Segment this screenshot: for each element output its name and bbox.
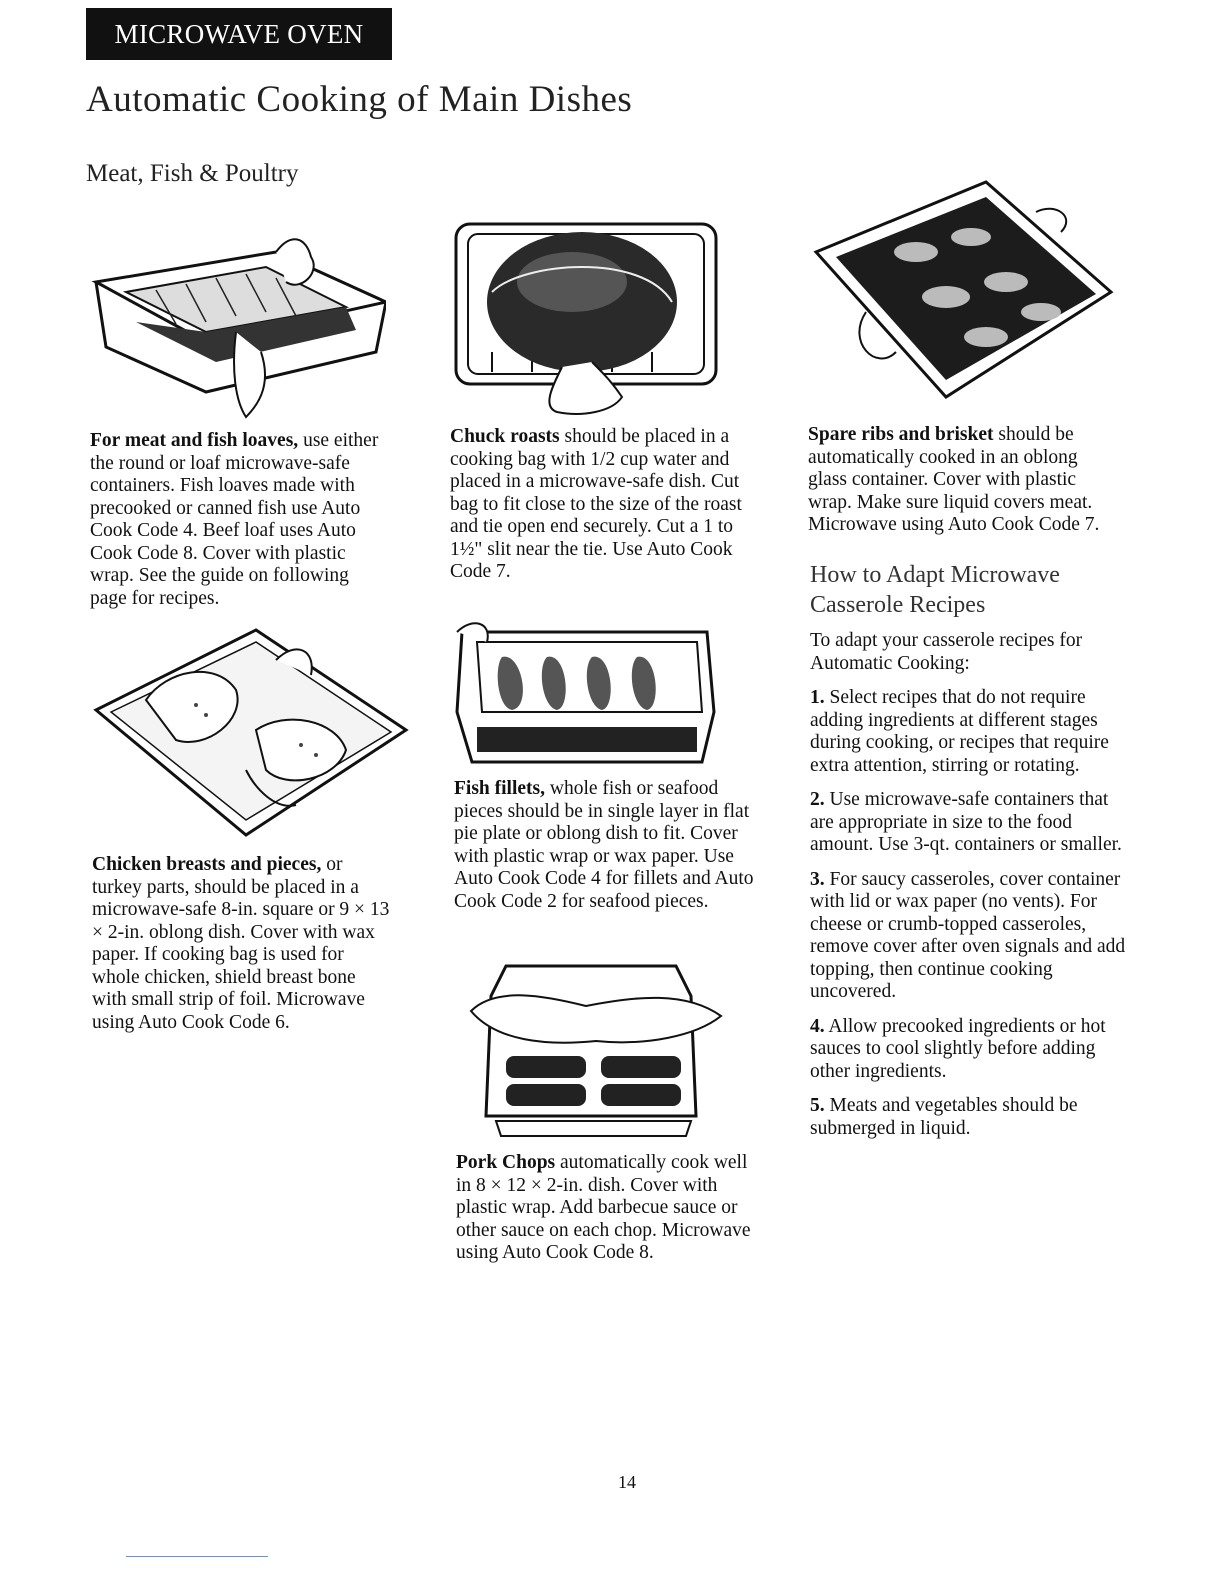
step-number: 1. bbox=[810, 687, 825, 708]
adapt-heading: How to Adapt Microwave Casserole Recipes bbox=[810, 562, 1060, 618]
pork-chops-heading: Pork Chops bbox=[456, 1152, 556, 1173]
adapt-step-5 bbox=[810, 1095, 1130, 1140]
chicken-text: or turkey parts, should be placed in a microwave-safe 8-in. square or 9 × 13 × 2-in. oblong dish. Cover with wax paper. If cooking bag is used for whole chicken, shield breast bone with small strip of foil. Microwave using Auto Cook Code 6. bbox=[92, 854, 390, 1033]
step-text: Select recipes that do not require adding ingredients at different stages during cooking, or recipes that require extra attention, stirring or rotating. bbox=[810, 687, 1109, 776]
meat-loaves-heading: For meat and fish loaves, bbox=[90, 430, 299, 451]
fish-fillets-text: whole fish or seafood pieces should be in single layer in flat pie plate or oblong dish to fit. Cover with plastic wrap or wax paper. Use Auto Cook Code 4 for fillets and Auto Cook Code 2 for seafood pieces. bbox=[454, 778, 754, 912]
step-number: 2. bbox=[810, 789, 825, 810]
divider bbox=[126, 1556, 268, 1557]
adapt-step-2 bbox=[810, 789, 1130, 857]
meat-loaves-text: use either the round or loaf microwave-safe containers. Fish loaves made with precooked or canned fish use Auto Cook Code 4. Beef loaf uses Auto Cook Code 8. Cover with plastic wrap. See the guide on following page for recipes. bbox=[90, 430, 379, 609]
spare-ribs-heading: Spare ribs and brisket bbox=[808, 424, 994, 445]
fish-fillets-illustration bbox=[452, 612, 722, 777]
step-text: Allow precooked ingredients or hot sauces to cool slightly before adding other ingredients. bbox=[810, 1015, 1106, 1082]
adapt-step-1 bbox=[810, 687, 1130, 777]
step-text: For saucy casseroles, cover container with lid or wax paper (no vents). For cheese or crumb-topped casseroles, remove cover after oven signals and add topping, then continue cooking uncovered. bbox=[810, 868, 1126, 1002]
page-title: Automatic Cooking of Main Dishes bbox=[86, 79, 633, 120]
meat-loaves-caption bbox=[90, 430, 390, 610]
step-number: 5. bbox=[810, 1095, 825, 1116]
pork-chops-illustration bbox=[466, 956, 728, 1141]
fish-fillets-caption bbox=[454, 778, 759, 913]
chuck-roasts-caption bbox=[450, 426, 755, 584]
page-number: 14 bbox=[618, 1472, 636, 1492]
pork-chops-caption bbox=[456, 1152, 761, 1265]
chuck-roast-illustration bbox=[452, 212, 722, 422]
step-number: 4. bbox=[810, 1015, 825, 1037]
adapt-steps bbox=[810, 630, 1130, 1152]
section-title: Meat, Fish & Poultry bbox=[86, 160, 299, 187]
adapt-step-3 bbox=[810, 869, 1130, 1004]
adapt-intro: To adapt your casserole recipes for Automatic Cooking: bbox=[810, 630, 1083, 674]
section-tab: MICROWAVE OVEN bbox=[86, 8, 392, 60]
step-number: 3. bbox=[810, 868, 825, 890]
spare-ribs-illustration bbox=[806, 172, 1116, 412]
chuck-roasts-heading: Chuck roasts bbox=[450, 426, 560, 447]
chicken-heading: Chicken breasts and pieces, bbox=[92, 854, 322, 875]
pork-chops-text: automatically cook well in 8 × 12 × 2-in. dish. Cover with plastic wrap. Add barbecue sauce or other sauce on each chop. Microwave using Auto Cook Code 8. bbox=[456, 1152, 751, 1263]
chicken-caption bbox=[92, 854, 392, 1034]
step-text: Use microwave-safe containers that are appropriate in size to the food amount. Use 3-qt. containers or smaller. bbox=[810, 789, 1122, 855]
step-text: Meats and vegetables should be submerged in liquid. bbox=[810, 1095, 1078, 1139]
fish-fillets-heading: Fish fillets, bbox=[454, 778, 545, 799]
meat-loaf-illustration bbox=[86, 212, 386, 432]
chuck-roasts-text: should be placed in a cooking bag with 1/2 cup water and placed in a microwave-safe dish. Cut bag to fit close to the size of the roast and tie open end securely. Cut a 1 to 1½" slit near the tie. Use Auto Cook Code 7. bbox=[450, 426, 742, 582]
spare-ribs-text: should be automatically cooked in an oblong glass container. Cover with plastic wrap. Make sure liquid covers meat. Microwave using Auto Cook Code 7. bbox=[808, 424, 1100, 535]
spare-ribs-caption bbox=[808, 424, 1118, 537]
chicken-illustration bbox=[86, 620, 411, 840]
adapt-step-4 bbox=[810, 1016, 1130, 1084]
